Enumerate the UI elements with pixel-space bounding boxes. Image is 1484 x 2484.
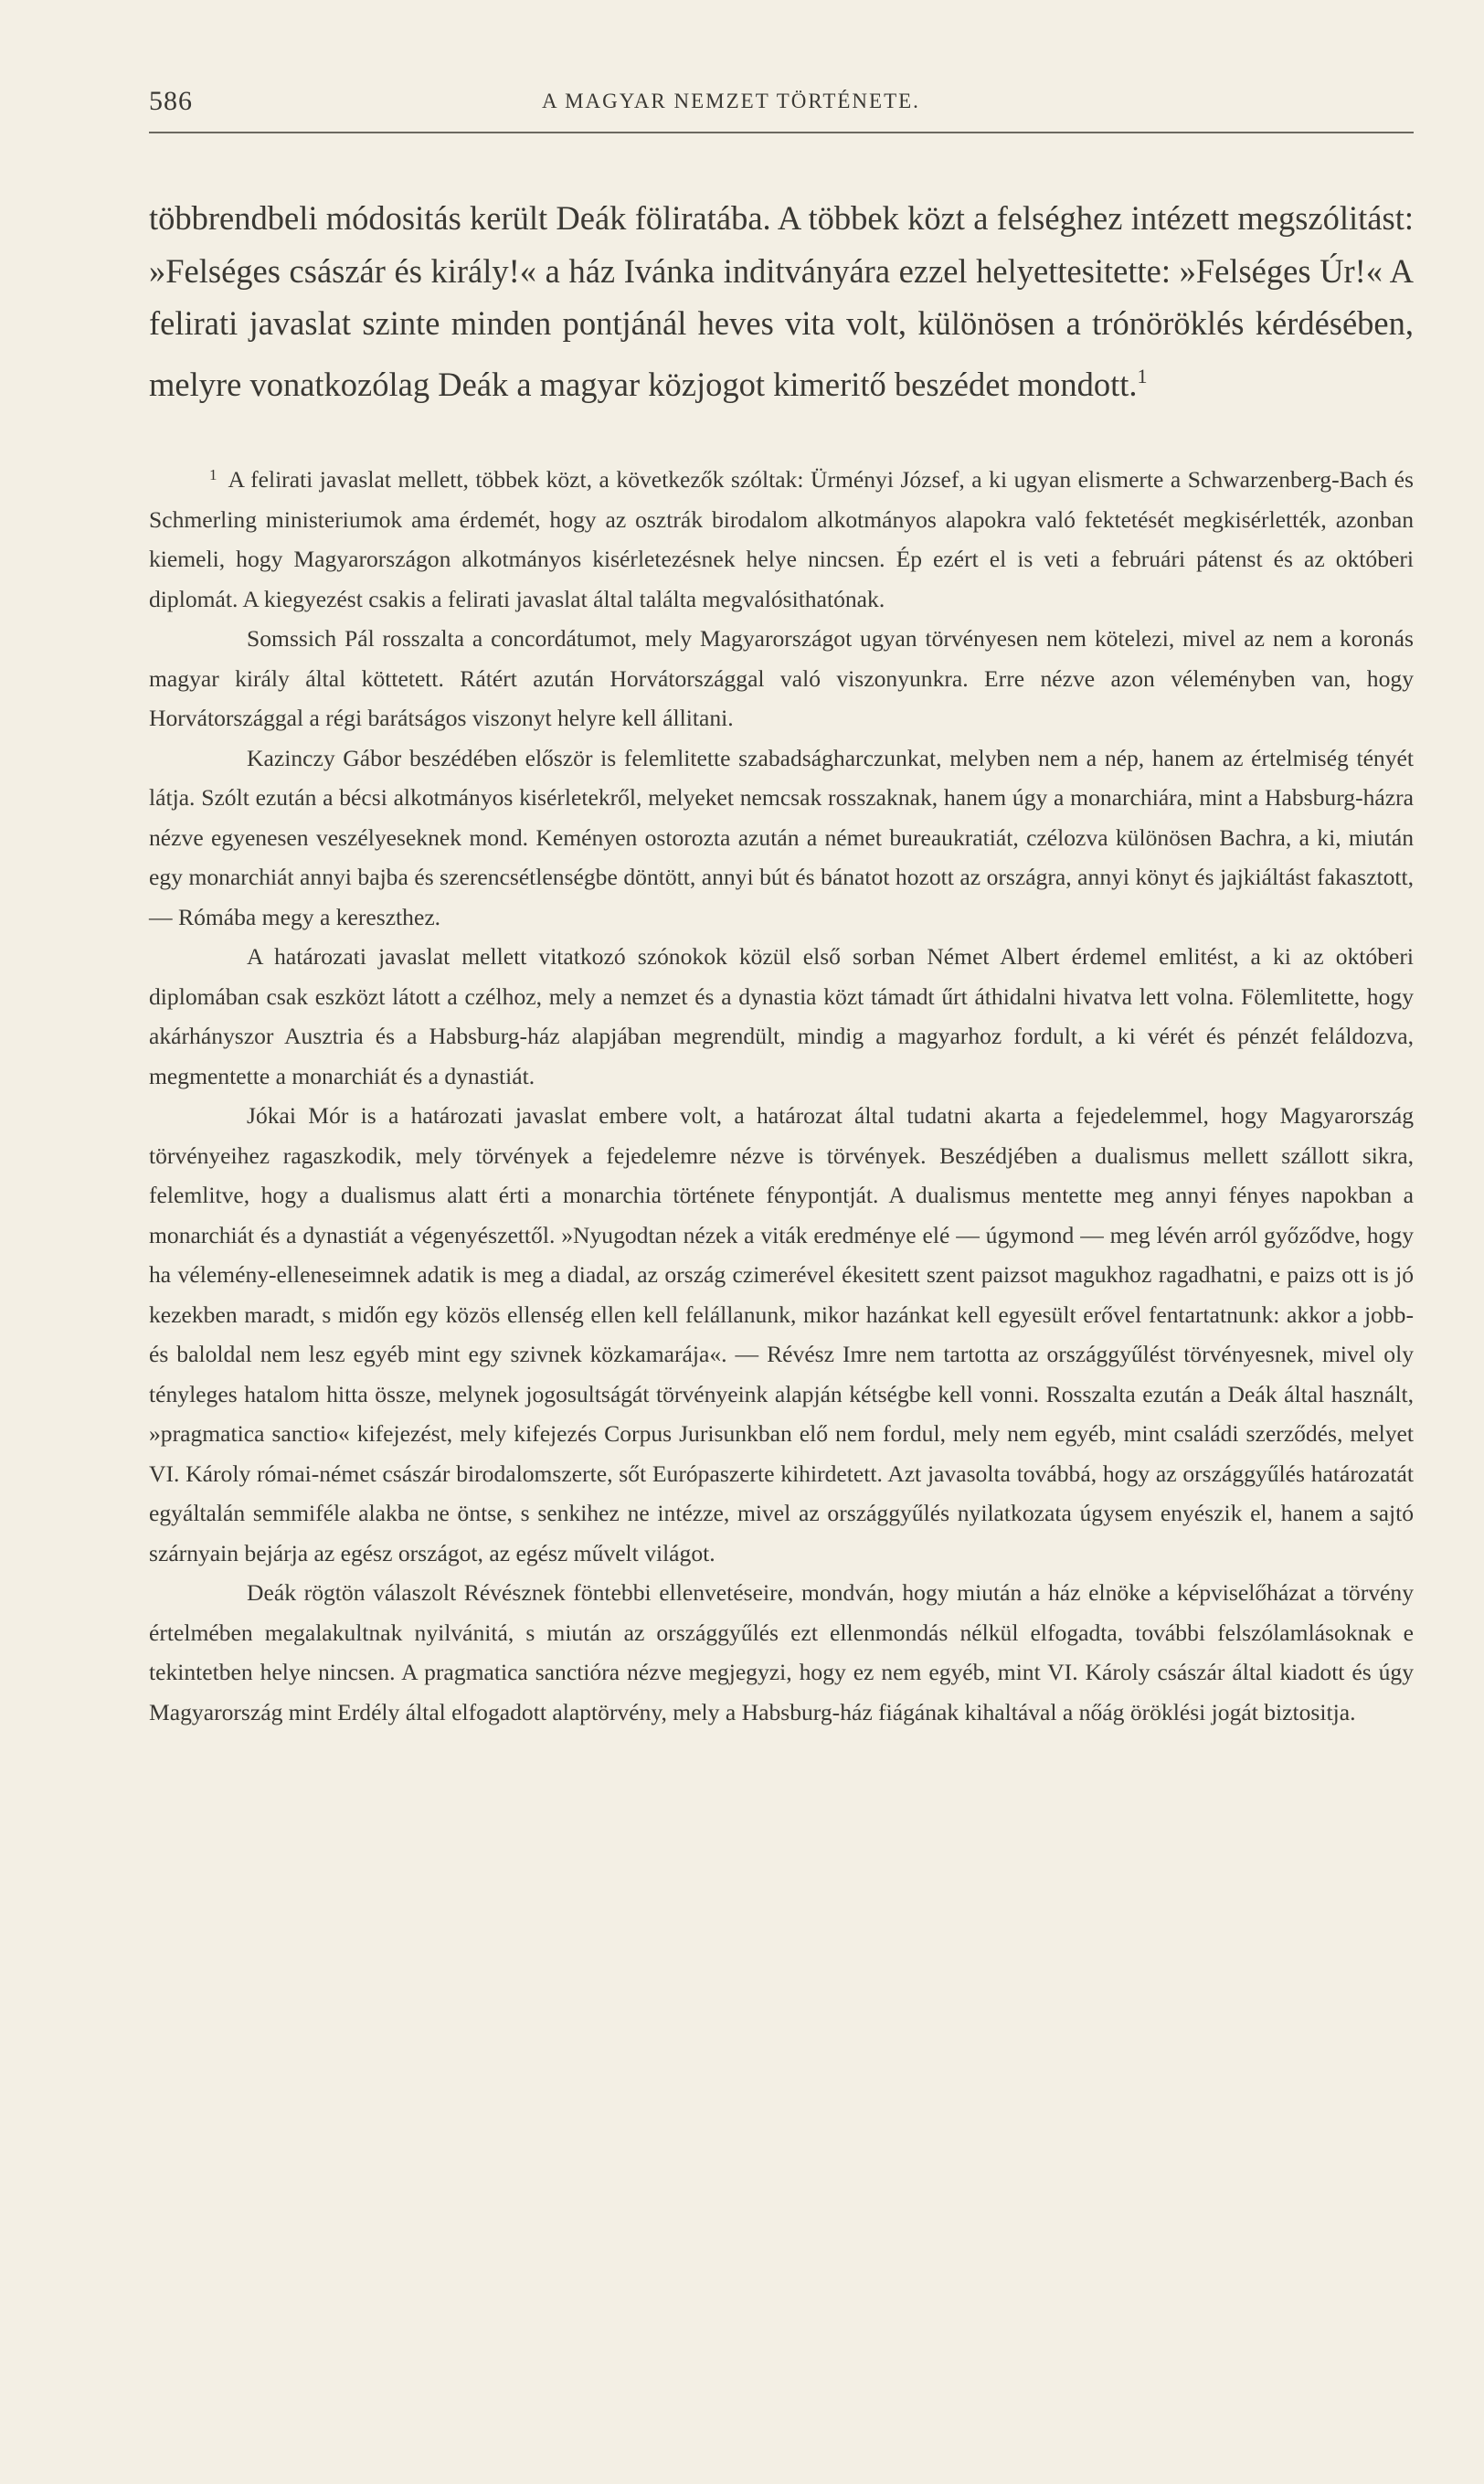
footnote-text-4: A határozati javaslat mellett vitatkozó szónokok közül első sorban Német Albert érdemel emlitést, a ki az októberi diplomában csak eszközt látott a czélhoz, mely a nemzet és a dynastia közt támadt űrt áthidalni hivatva lett volna. Fölemlitette, hogy akárhányszor Ausztria és a Habsburg-ház alapjában megrendült, mindig a magyarhoz fordult, a ki vérét és pénzét feláldozva, megmentette a monarchiát és a dynastiát. xyxy=(149,943,1414,1089)
footnotes xyxy=(149,455,1414,1732)
main-paragraph xyxy=(149,192,1414,410)
footnote-text-6: Deák rögtön válaszolt Révésznek föntebbi ellenvetéseire, mondván, hogy miután a ház elnöke a képviselőházat a törvény értelmében megalakultnak nyilvánitá, s miután az országgyűlés ezt ellenmondás nélkül elfogadta, további felszólamlásoknak e tekintetben helye nincsen. A pragmatica sanctióra nézve megjegyzi, hogy ez nem egyéb, mint VI. Károly császár által kiadott és úgy Magyarország mint Erdély által elfogadott alaptörvény, mely a Habsburg-ház fiágának kihaltával a nőág öröklési jogát biztositja. xyxy=(149,1579,1414,1725)
page-number: 586 xyxy=(149,86,193,116)
footnote-reference: 1 xyxy=(1137,364,1148,387)
footnote-paragraph-3 xyxy=(149,738,1414,938)
footnote-text-5: Jókai Mór is a határozati javaslat embere volt, a határozat által tudatni akarta a fejedelemmel, hogy Magyarország törvényeihez ragaszkodik, mely törvények a fejedelemre nézve is törvények. Beszédjében a dualismus mellett szállott sikra, felemlitve, hogy a dualismus alatt érti a monarchia története fénypontját. A dualismus mentette meg annyi fényes napokban a monarchiát és a dynastiát a végenyészettől. »Nyugodtan nézek a viták eredménye elé — úgymond — meg lévén arról győződve, hogy ha vélemény-elleneseimnek adatik is meg a diadal, az ország czimerével ékesitett szent paizsot magukhoz ragadhatni, e paizs ott is jó kezekben maradt, s midőn egy közös ellenség ellen kell felállanunk, mikor hazánkat kell egyesült erővel fentartatnunk: akkor a jobb- és baloldal nem lesz egyéb mint egy szivnek közkamarája«. — Révész Imre nem tartotta az országgyűlést törvényesnek, mivel oly tényleges hatalom hitta össze, melynek jogosultságát törvényeink alapján kétségbe kell vonni. Rosszalta ezután a Deák által használt, »pragmatica sanctio« kifejezést, mely kifejezés Corpus Jurisunkban elő nem fordul, mely nem egyéb, mint családi szerződés, melyet VI. Károly római-német császár birodalomszerte, sőt Európaszerte kihirdetett. Azt javasolta továbbá, hogy az országgyűlés határozatát egyáltalán semmiféle alakba ne öntse, s senkihez ne intézze, mivel az országgyűlés nyilatkozata úgysem enyészik el, hanem a sajtó szárnyain bejárja az egész országot, az egész művelt világot. xyxy=(149,1102,1414,1566)
footnote-mark: 1 xyxy=(209,466,217,483)
footnote-text-1: A felirati javaslat mellett, többek közt, a következők szóltak: Ürményi József, a ki ugyan elismerte a Schwarzenberg-Bach és Schmerling ministeriumok ama érdemét, hogy az osztrák birodalom alkotmányos alapokra való fektetését megkisérlették, azonban kiemeli, hogy Magyarországon alkotmányos kisérletezésnek helye nincsen. Ép ezért el is veti a februári pátenst és az októberi diplomát. A kiegyezést csakis a felirati javaslat által találta megvalósithatónak. xyxy=(149,466,1414,612)
footnote-paragraph-2 xyxy=(149,619,1414,738)
main-paragraph-text: többrendbeli módositás került Deák föliratába. A többek közt a felséghez intézett megszólitást: »Felséges császár és király!« a ház Ivánka inditványára ezzel helyettesitette: »Felséges Úr!« A felirati javaslat szinte minden pontjánál heves vita volt, különösen a trónöröklés kérdésében, melyre vonatkozólag Deák a magyar közjogot kimeritő beszédet mondott. xyxy=(149,199,1414,403)
footnote-paragraph-4 xyxy=(149,937,1414,1096)
running-title: A MAGYAR NEMZET TÖRTÉNETE. xyxy=(542,90,920,112)
footnote-text-3: Kazinczy Gábor beszédében először is felemlitette szabadságharczunkat, melyben nem a nép, hanem az értelmiség tényét látja. Szólt ezután a bécsi alkotmányos kisérletekről, melyeket nemcsak rosszaknak, hanem úgy a monarchiára, mint a Habsburg-házra nézve egyenesen veszélyeseknek mond. Keményen ostorozta azután a német bureaukratiát, czélozva különösen Bachra, a ki, miután egy monarchiát annyi bajba és szerencsétlenségbe döntött, annyi bút és bánatot hozott az országra, annyi könyt és jajkiáltást fakasztott, — Rómába megy a kereszthez. xyxy=(149,744,1414,930)
footnote-text-2: Somssich Pál rosszalta a concordátumot, mely Magyarországot ugyan törvényesen nem kötelezi, mivel az nem a koronás magyar király által köttetett. Rátért azután Horvátországgal való viszonyunkra. Erre nézve azon véleményben van, hogy Horvátországgal a régi barátságos viszonyt helyre kell állitani. xyxy=(149,625,1414,731)
footnote-paragraph-5 xyxy=(149,1096,1414,1573)
page-header xyxy=(149,86,1414,133)
footnote-paragraph-1 xyxy=(149,455,1414,619)
footnote-paragraph-6 xyxy=(149,1573,1414,1732)
